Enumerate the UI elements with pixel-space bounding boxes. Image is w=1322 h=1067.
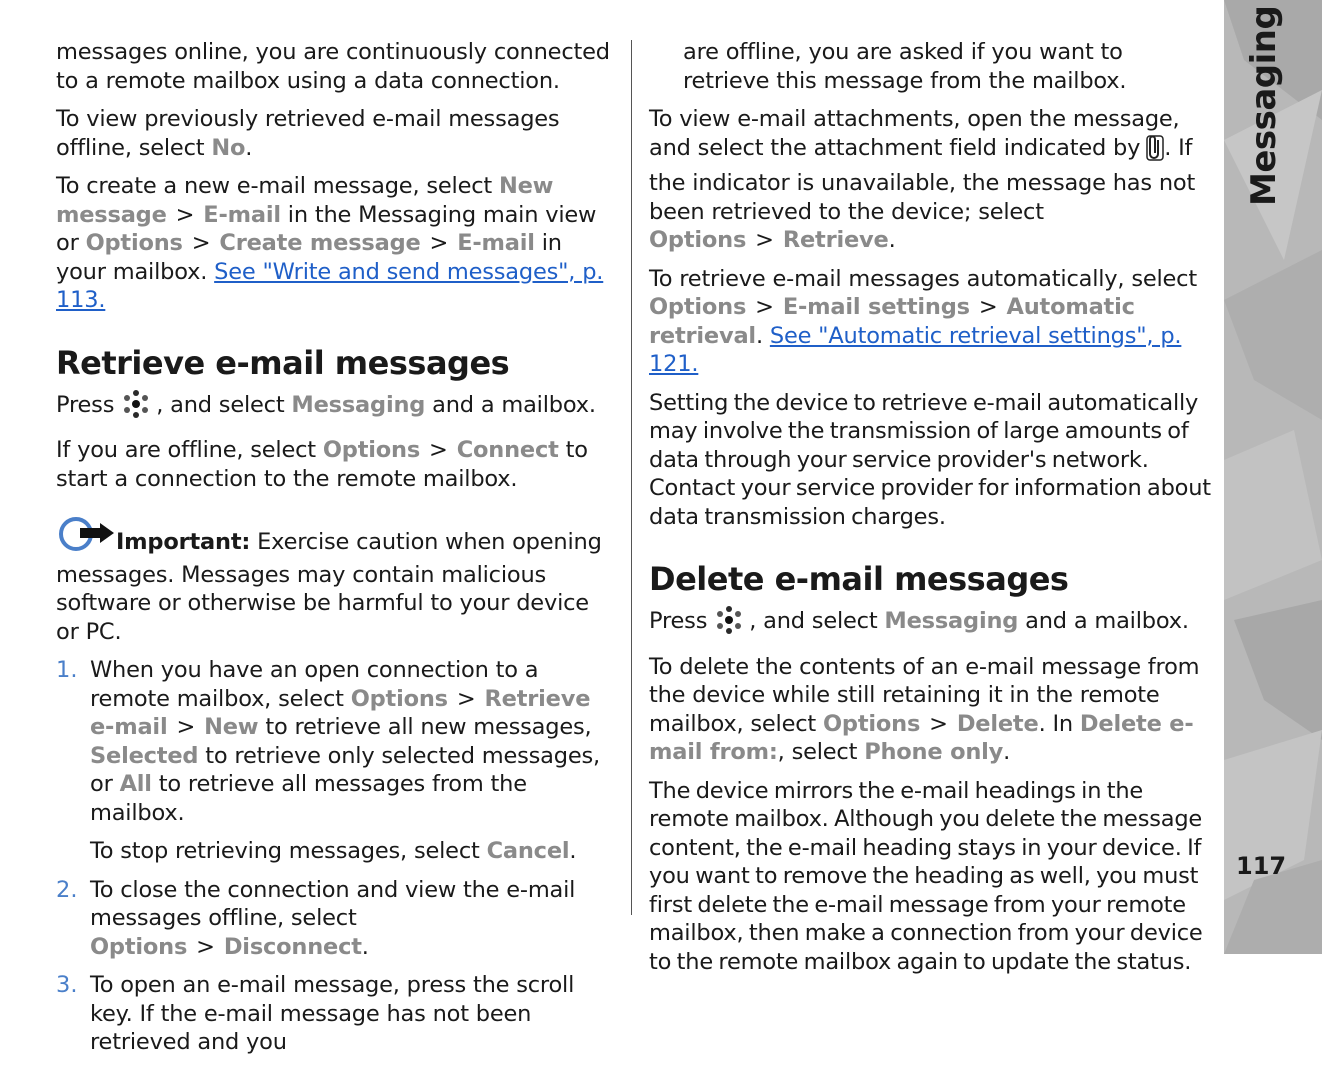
menu-delete-email-from: Delete e-mail from: [649, 710, 1194, 765]
menu-messaging: Messaging [291, 391, 426, 418]
menu-options: Options [350, 685, 448, 712]
menu-key-icon [715, 605, 743, 643]
paragraph-view-offline: To view previously retrieved e-mail messages offline, select No. [56, 106, 560, 161]
menu-create-message: Create message [219, 230, 421, 256]
page-number: 117 [1236, 852, 1287, 880]
list-item: 2. To close the connection and view the e-mail messages offline, select Options > Disconnect. [56, 876, 576, 960]
menu-automatic-retrieval: Automatic retrieval [649, 294, 1135, 349]
menu-all: All [119, 771, 152, 797]
menu-options: Options [823, 710, 921, 737]
menu-retrieve: Retrieve [782, 227, 889, 253]
paragraph-press-retrieve: Press , and select Messaging and a mailbox. [56, 389, 618, 427]
menu-options: Options [90, 933, 188, 960]
link-automatic-retrieval-settings[interactable]: See "Automatic retrieval settings", p. 121. [649, 322, 1182, 377]
menu-disconnect: Disconnect [223, 933, 362, 960]
retrieve-steps-list [56, 656, 618, 1057]
list-item: 3. To open an e-mail message, press the scroll key. If the e-mail message has not been retrieved and you [56, 972, 575, 1055]
column-divider [631, 40, 632, 915]
important-label: Important: [116, 529, 251, 555]
menu-options: Options [85, 230, 183, 256]
left-column [56, 38, 618, 1067]
heading-delete: Delete e-mail messages [649, 560, 1069, 598]
paragraph-auto-retrieval: To retrieve e-mail messages automatically, select Options > E-mail settings > Automatic retrieval. See "Automatic retrieval settings", p. 121. [649, 265, 1197, 377]
menu-delete: Delete [956, 710, 1039, 737]
paragraph-mirror-headings: The device mirrors the e-mail headings in the remote mailbox. Although you delete the message content, the e-mail heading stays in your device. If you want to remove the heading as well, you must first delete the e-mail message from your remote mailbox, then make a connection from your device to the remote mailbox again to update the status. [649, 777, 1203, 975]
paragraph-create-message: To create a new e-mail message, select New message > E-mail in the Messaging main view or Options > Create message > E-mail in your mailbox. See "Write and send messages", p. 113. [56, 173, 604, 313]
menu-email: E-mail [457, 230, 535, 256]
important-icon [56, 515, 116, 561]
important-note: Important: Exercise caution when opening messages. Messages may contain malicious software or otherwise be harmful to your device or PC. [56, 515, 618, 646]
menu-key-icon [122, 389, 150, 427]
paragraph-continued: are offline, you are asked if you want to retrieve this message from the mailbox. [683, 39, 1127, 94]
menu-selected: Selected [90, 742, 199, 769]
menu-new-message: New message [56, 173, 554, 228]
menu-email-settings: E-mail settings [782, 294, 970, 320]
menu-options: Options [322, 437, 421, 463]
menu-new: New [204, 714, 259, 740]
link-write-send-messages[interactable]: See "Write and send messages", p. 113. [56, 258, 604, 313]
paragraph-data-charges: Setting the device to retrieve e-mail automatically may involve the transmission of large amounts of data through your service provider's network. Contact your service provider for information about data transmission charges. [649, 389, 1211, 530]
paragraph-delete-contents: To delete the contents of an e-mail message from the device while still retaining it in the remote mailbox, select Options > Delete. In Delete e-mail from:, select Phone only. [649, 653, 1200, 765]
menu-connect: Connect [456, 437, 559, 463]
paragraph-attachments: To view e-mail attachments, open the message, and select the attachment field indicated by . If the indicator is unavailable, the message has not been retrieved to the device; select Options > Retrieve. [649, 106, 1196, 253]
menu-options: Options [649, 294, 747, 320]
paperclip-icon [1146, 134, 1164, 170]
menu-no: No [211, 134, 246, 161]
menu-retrieve-email: Retrieve e-mail [90, 685, 591, 740]
chapter-title: Messaging [1244, 5, 1284, 206]
menu-messaging: Messaging [884, 608, 1019, 634]
paragraph-offline-connect: If you are offline, select Options > Connect to start a connection to the remote mailbox. [56, 437, 588, 492]
paragraph-press-delete: Press , and select Messaging and a mailbox. [649, 605, 1211, 643]
paragraph-online: messages online, you are continuously connected to a remote mailbox using a data connection. [56, 39, 610, 94]
right-column [649, 38, 1211, 986]
menu-cancel: Cancel [486, 838, 570, 864]
menu-options: Options [649, 227, 747, 253]
menu-email: E-mail [203, 201, 281, 228]
heading-retrieve: Retrieve e-mail messages [56, 343, 510, 382]
menu-phone-only: Phone only [864, 739, 1004, 765]
list-item: 1. When you have an open connection to a remote mailbox, select Options > Retrieve e-mail > New to retrieve all new messages, Selected to retrieve only selected messages, or All to retrieve all messages from the mailbox. To stop retrieving messages, select Cancel. [56, 657, 600, 864]
